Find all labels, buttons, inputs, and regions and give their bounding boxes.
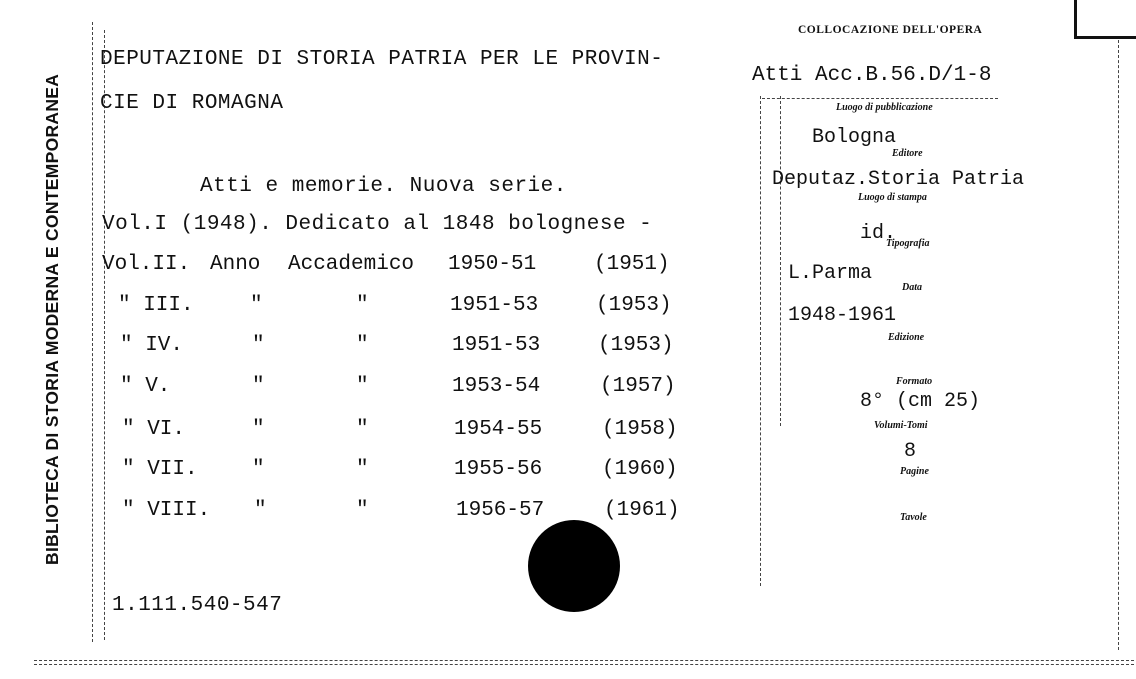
volume-ditto-1: " (252, 418, 265, 441)
data-value: 1948-1961 (788, 304, 897, 327)
volume-1-line: Vol.I (1948). Dedicato al 1848 bolognese - (102, 213, 653, 236)
volumi-label: Volumi-Tomi (874, 420, 928, 431)
pagine-label: Pagine (900, 466, 929, 477)
title-line-2: CIE DI ROMAGNA (100, 92, 284, 115)
volume-ditto-1: Anno (210, 253, 261, 276)
volume-years: 1950-51 (448, 253, 537, 276)
collocazione-label: COLLOCAZIONE DELL'OPERA (798, 24, 983, 36)
bottom-edge-line (34, 660, 1134, 661)
volume-years: 1956-57 (456, 499, 545, 522)
volume-pub-year: (1953) (598, 334, 674, 357)
volume-number: " VI. (122, 418, 186, 441)
volume-pub-year: (1957) (600, 375, 676, 398)
luogo-stampa-label: Luogo di stampa (858, 192, 927, 203)
luogo-stampa-value: id. (860, 222, 897, 245)
tavole-label: Tavole (900, 512, 927, 523)
volume-years: 1954-55 (454, 418, 543, 441)
volume-ditto-1: " (252, 375, 265, 398)
right-edge-line (1118, 40, 1119, 650)
volume-years: 1951-53 (452, 334, 541, 357)
volume-pub-year: (1960) (602, 458, 678, 481)
data-label: Data (902, 282, 922, 293)
formato-label: Formato (896, 376, 933, 387)
volume-number: " VII. (122, 458, 198, 481)
right-panel-divider-inner (780, 96, 781, 426)
right-panel-top-line (762, 98, 998, 99)
volume-ditto-1: " (250, 294, 263, 317)
volume-pub-year: (1951) (594, 253, 670, 276)
volume-ditto-1: " (252, 458, 265, 481)
left-margin-line-inner (104, 30, 105, 640)
volume-ditto-1: " (254, 499, 267, 522)
formato-value: 8° (cm 25) (860, 390, 981, 413)
punch-hole (528, 520, 620, 612)
volume-ditto-2: " (356, 458, 369, 481)
corner-bracket (1074, 0, 1136, 39)
luogo-pubblicazione-value: Bologna (812, 126, 897, 149)
series-line: Atti e memorie. Nuova serie. (200, 175, 567, 198)
volume-ditto-2: " (356, 375, 369, 398)
library-spine-label: BIBLIOTECA DI STORIA MODERNA E CONTEMPORANEA (42, 73, 62, 565)
volume-pub-year: (1953) (596, 294, 672, 317)
title-line-1: DEPUTAZIONE DI STORIA PATRIA PER LE PROVIN- (100, 48, 664, 71)
volume-years: 1953-54 (452, 375, 541, 398)
luogo-pubblicazione-label: Luogo di pubblicazione (836, 102, 933, 113)
tipografia-value: L.Parma (788, 262, 873, 285)
volume-ditto-2: " (356, 294, 369, 317)
volume-ditto-2: " (356, 418, 369, 441)
call-number: Atti Acc.B.56.D/1-8 (752, 64, 992, 87)
left-margin-line (92, 22, 93, 642)
volume-pub-year: (1958) (602, 418, 678, 441)
volume-ditto-2: " (356, 499, 369, 522)
volume-number: " VIII. (122, 499, 211, 522)
volume-ditto-2: " (356, 334, 369, 357)
volumi-value: 8 (904, 440, 917, 463)
volume-number: " IV. (120, 334, 184, 357)
tipografia-label: Tipografia (886, 238, 930, 249)
volume-number: " III. (118, 294, 194, 317)
volume-pub-year: (1961) (604, 499, 680, 522)
volume-ditto-1: " (252, 334, 265, 357)
editore-label: Editore (892, 148, 923, 159)
bottom-edge-line-2 (34, 664, 1134, 665)
editore-value: Deputaz.Storia Patria (772, 168, 1025, 191)
edizione-label: Edizione (888, 332, 925, 343)
volume-ditto-2: Accademico (288, 253, 415, 276)
volume-number: Vol.II. (102, 253, 191, 276)
inventory-number: 1.111.540-547 (112, 594, 283, 617)
volume-number: " V. (120, 375, 171, 398)
right-panel-divider (760, 96, 761, 586)
volume-years: 1951-53 (450, 294, 539, 317)
volume-years: 1955-56 (454, 458, 543, 481)
